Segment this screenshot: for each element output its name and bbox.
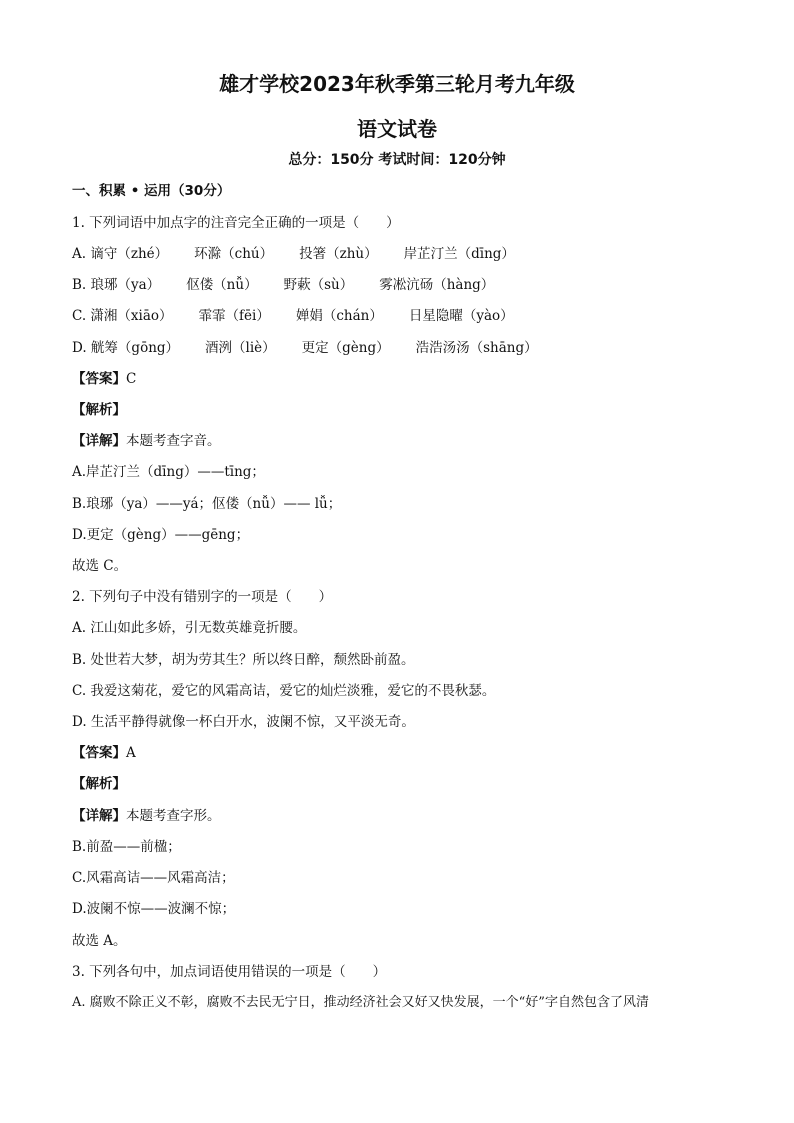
exam-title: 雄才学校2023年秋季第三轮月考九年级	[219, 72, 575, 96]
q2-detail-label: 【详解】	[72, 808, 126, 824]
q1-analysis-label: 【解析】	[72, 402, 126, 418]
q1-option-c	[72, 307, 540, 325]
q3-option-a: A. 腐败不除正义不彰，腐败不去民无宁日，推动经济社会又好又快发展，一个“好”字自然包含了风清	[72, 995, 649, 1010]
q2-option-c: C. 我爱这菊花，爱它的风霜高诘，爱它的灿烂淡雅，爱它的不畏秋瑟。	[72, 683, 496, 699]
q2-conclusion: 故选 A。	[72, 933, 127, 949]
q1-a-3: 投箸（zhù）	[299, 246, 378, 262]
q2-detail-text: 本题考查字形。	[126, 808, 221, 824]
q1-b-3: 野蔌（sù）	[283, 277, 354, 293]
q1-answer	[72, 370, 136, 388]
q1-d-1: D. 觥筹（gōng）	[72, 340, 180, 356]
q1-c-1: C. 潇湘（xiāo）	[72, 308, 173, 324]
q1-note-2: B.琅琊（ya）——yá；伛偻（nǚ）—— lǚ；	[72, 496, 342, 512]
q1-d-2: 酒洌（liè）	[205, 340, 276, 356]
q1-a-4: 岸芷汀兰（dīng）	[403, 246, 515, 262]
q1-b-4: 雾凇沆砀（hàng）	[379, 277, 495, 293]
q2-stem: 2. 下列句子中没有错别字的一项是（ ）	[72, 589, 333, 605]
q1-c-2: 霏霏（fēi）	[198, 308, 270, 324]
q2-detail	[72, 807, 221, 825]
q1-c-4: 日星隐曜（yào）	[408, 308, 514, 324]
q1-c-3: 婵娟（chán）	[295, 308, 383, 324]
q1-b-1: B. 琅琊（ya）	[72, 277, 161, 293]
q2-option-a: A. 江山如此多娇，引无数英雄竟折腰。	[72, 620, 307, 636]
q2-note-3: D.波阑不惊——波澜不惊；	[72, 901, 236, 917]
exam-subtitle: 语文试卷	[357, 117, 437, 141]
q1-answer-label: 【答案】	[72, 371, 126, 387]
q1-option-a	[72, 245, 541, 263]
q2-answer-label: 【答案】	[72, 745, 126, 761]
q1-stem: 1. 下列词语中加点字的注音完全正确的一项是（ ）	[72, 215, 400, 231]
q1-note-1: A.岸芷汀兰（dīng）——tīng；	[72, 464, 265, 480]
q1-note-3: D.更定（gèng）——gēng；	[72, 527, 250, 543]
q1-b-2: 伛偻（nǚ）	[186, 277, 258, 293]
q1-option-d	[72, 339, 564, 357]
q3-stem: 3. 下列各句中，加点词语使用错误的一项是（ ）	[72, 964, 387, 980]
q1-d-3: 更定（gèng）	[301, 340, 390, 356]
q2-note-1: B.前盈——前楹；	[72, 839, 181, 855]
q2-answer-value: A	[126, 745, 136, 761]
q1-option-b	[72, 276, 520, 294]
q1-a-1: A. 谪守（zhé）	[72, 246, 169, 262]
q1-d-4: 浩浩汤汤（shāng）	[415, 340, 538, 356]
exam-meta: 总分：150分 考试时间：120分钟	[288, 152, 506, 168]
q2-analysis-label: 【解析】	[72, 776, 126, 792]
q2-option-b: B. 处世若大梦，胡为劳其生？所以终日醉，颓然卧前盈。	[72, 652, 415, 668]
q1-conclusion: 故选 C。	[72, 558, 128, 574]
q2-option-d: D. 生活平静得就像一杯白开水，波阑不惊，又平淡无奇。	[72, 714, 415, 730]
q2-answer	[72, 744, 136, 762]
q1-detail-label: 【详解】	[72, 433, 126, 449]
section-heading: 一、积累 • 运用（30分）	[72, 183, 231, 199]
q1-a-2: 环滁（chú）	[194, 246, 274, 262]
q1-detail-text: 本题考查字音。	[126, 433, 221, 449]
q2-note-2: C.风霜高诘——风霜高洁；	[72, 870, 235, 886]
q1-detail	[72, 432, 221, 450]
q1-answer-value: C	[126, 371, 137, 387]
